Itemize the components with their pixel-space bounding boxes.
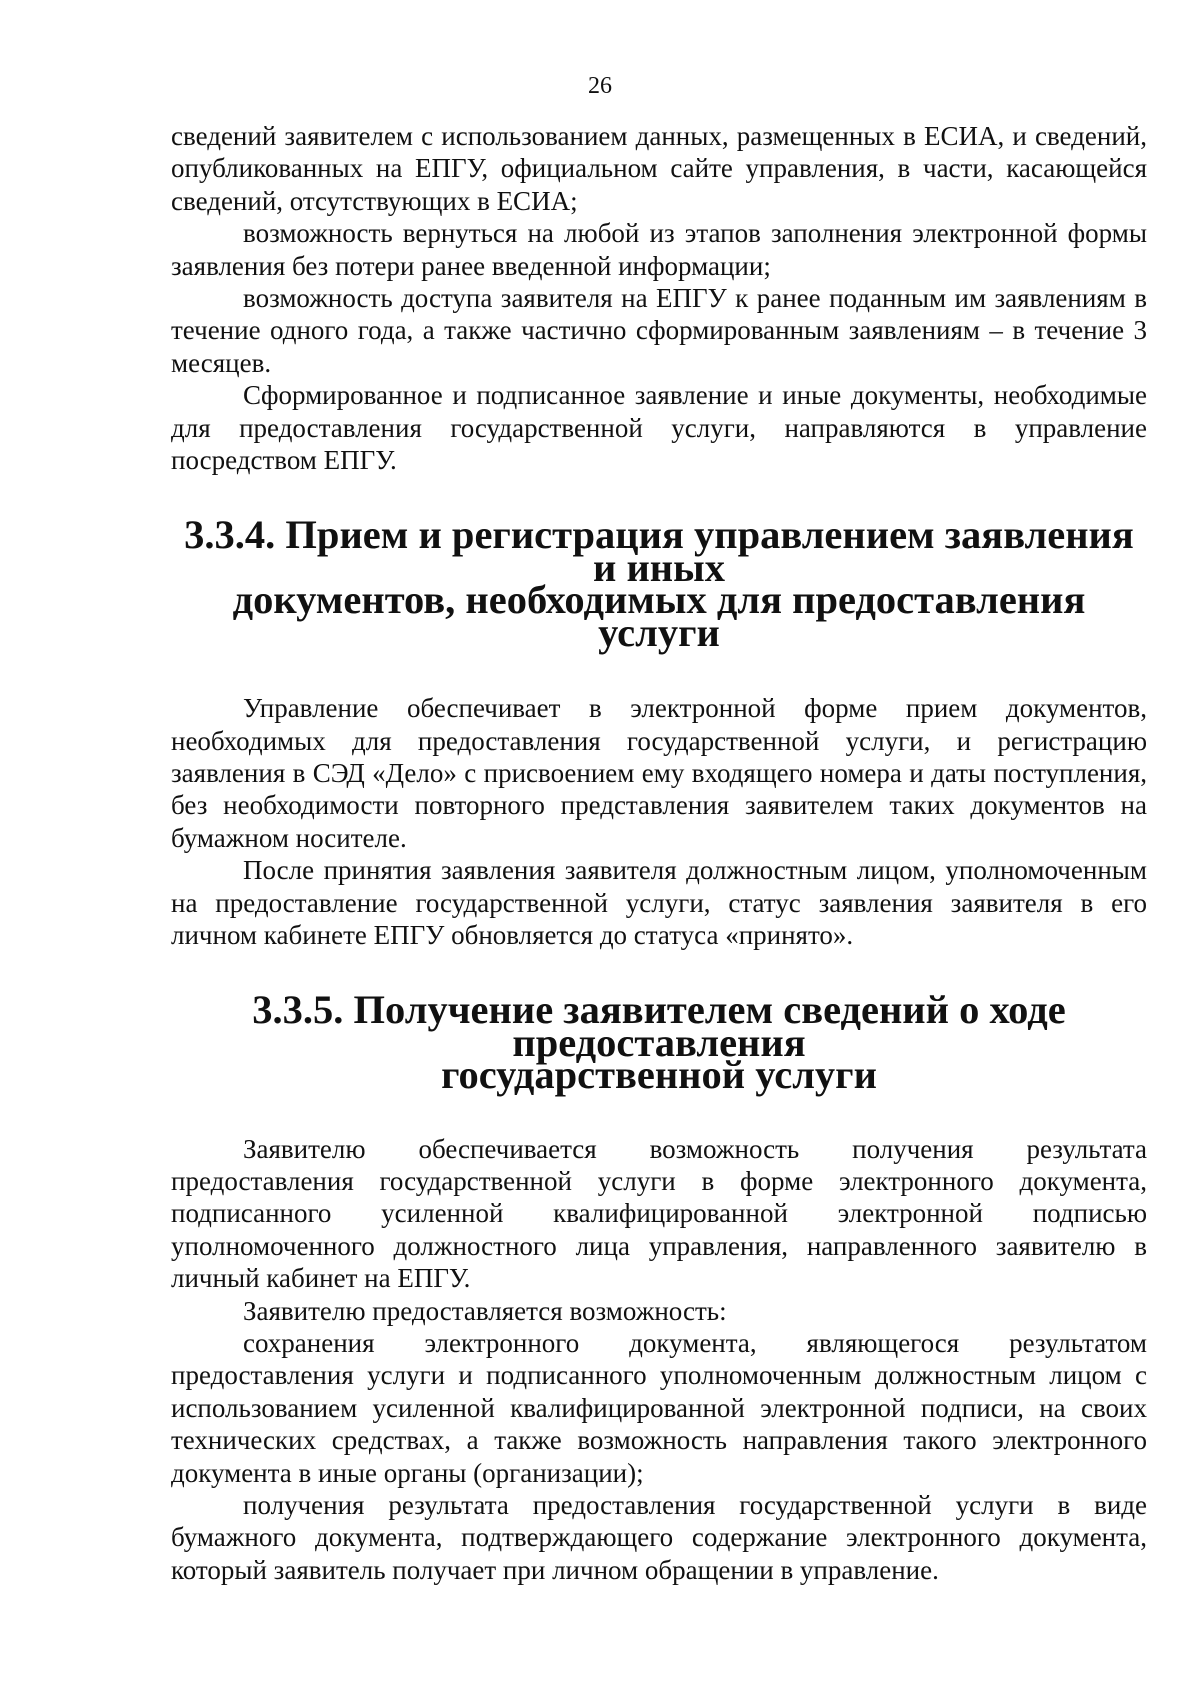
section-heading-3-3-4: [171, 512, 1147, 655]
document-body: [171, 120, 1147, 1586]
heading-line: документов, необходимых для предоставления услуги: [232, 577, 1086, 655]
paragraph: получения результата предоставления государственной услуги в виде бумажного документа, подтверждающего содержание электронного документа, который заявитель получает при личном обращении в управление.: [171, 1490, 1147, 1585]
paragraph: возможность доступа заявителя на ЕПГУ к ранее поданным им заявлениям в течение одного года, а также частично сформированным заявлениям – в течение 3 месяцев.: [171, 283, 1147, 378]
paragraph: Заявителю обеспечивается возможность получения результата предоставления государственной услуги в форме электронного документа, подписанного усиленной квалифицированной электронной подписью уполномоченного должностного лица управления, направленного заявителю в личный кабинет на ЕПГУ.: [171, 1133, 1147, 1294]
paragraph: сведений заявителем с использованием данных, размещенных в ЕСИА, и сведений, опубликованных на ЕПГУ, официальном сайте управления, в части, касающейся сведений, отсутствующих в ЕСИА;: [171, 121, 1147, 216]
paragraph: возможность вернуться на любой из этапов заполнения электронной формы заявления без потери ранее введенной информации;: [171, 218, 1147, 281]
paragraph: Сформированное и подписанное заявление и иные документы, необходимые для предоставления государственной услуги, направляются в управление посредством ЕПГУ.: [171, 380, 1147, 476]
section-heading-3-3-5: [171, 987, 1147, 1098]
paragraph: Заявителю предоставляется возможность:: [243, 1295, 727, 1326]
heading-line: 3.3.5. Получение заявителем сведений о ходе предоставления: [252, 987, 1066, 1065]
paragraph: После принятия заявления заявителя должностным лицом, уполномоченным на предоставление государственной услуги, статус заявления заявителя в его личном кабинете ЕПГУ обновляется до статуса «принято».: [171, 855, 1147, 950]
page-number: 26: [588, 73, 612, 99]
paragraph: Управление обеспечивает в электронной форме прием документов, необходимых для предоставления государственной услуги, и регистрацию заявления в СЭД «Дело» с присвоением ему входящего номера и даты поступления, без необходимости повторного представления заявителем таких документов на бумажном носителе.: [171, 693, 1147, 853]
heading-line: государственной услуги: [441, 1052, 877, 1098]
heading-line: 3.3.4. Прием и регистрация управлением заявления и иных: [184, 512, 1134, 590]
paragraph: сохранения электронного документа, являющегося результатом предоставления услуги и подписанного уполномоченным должностным лицом с использованием усиленной квалифицированной электронной подписи, на своих технических средствах, а также возможность направления такого электронного документа в иные органы (организации);: [171, 1328, 1147, 1488]
